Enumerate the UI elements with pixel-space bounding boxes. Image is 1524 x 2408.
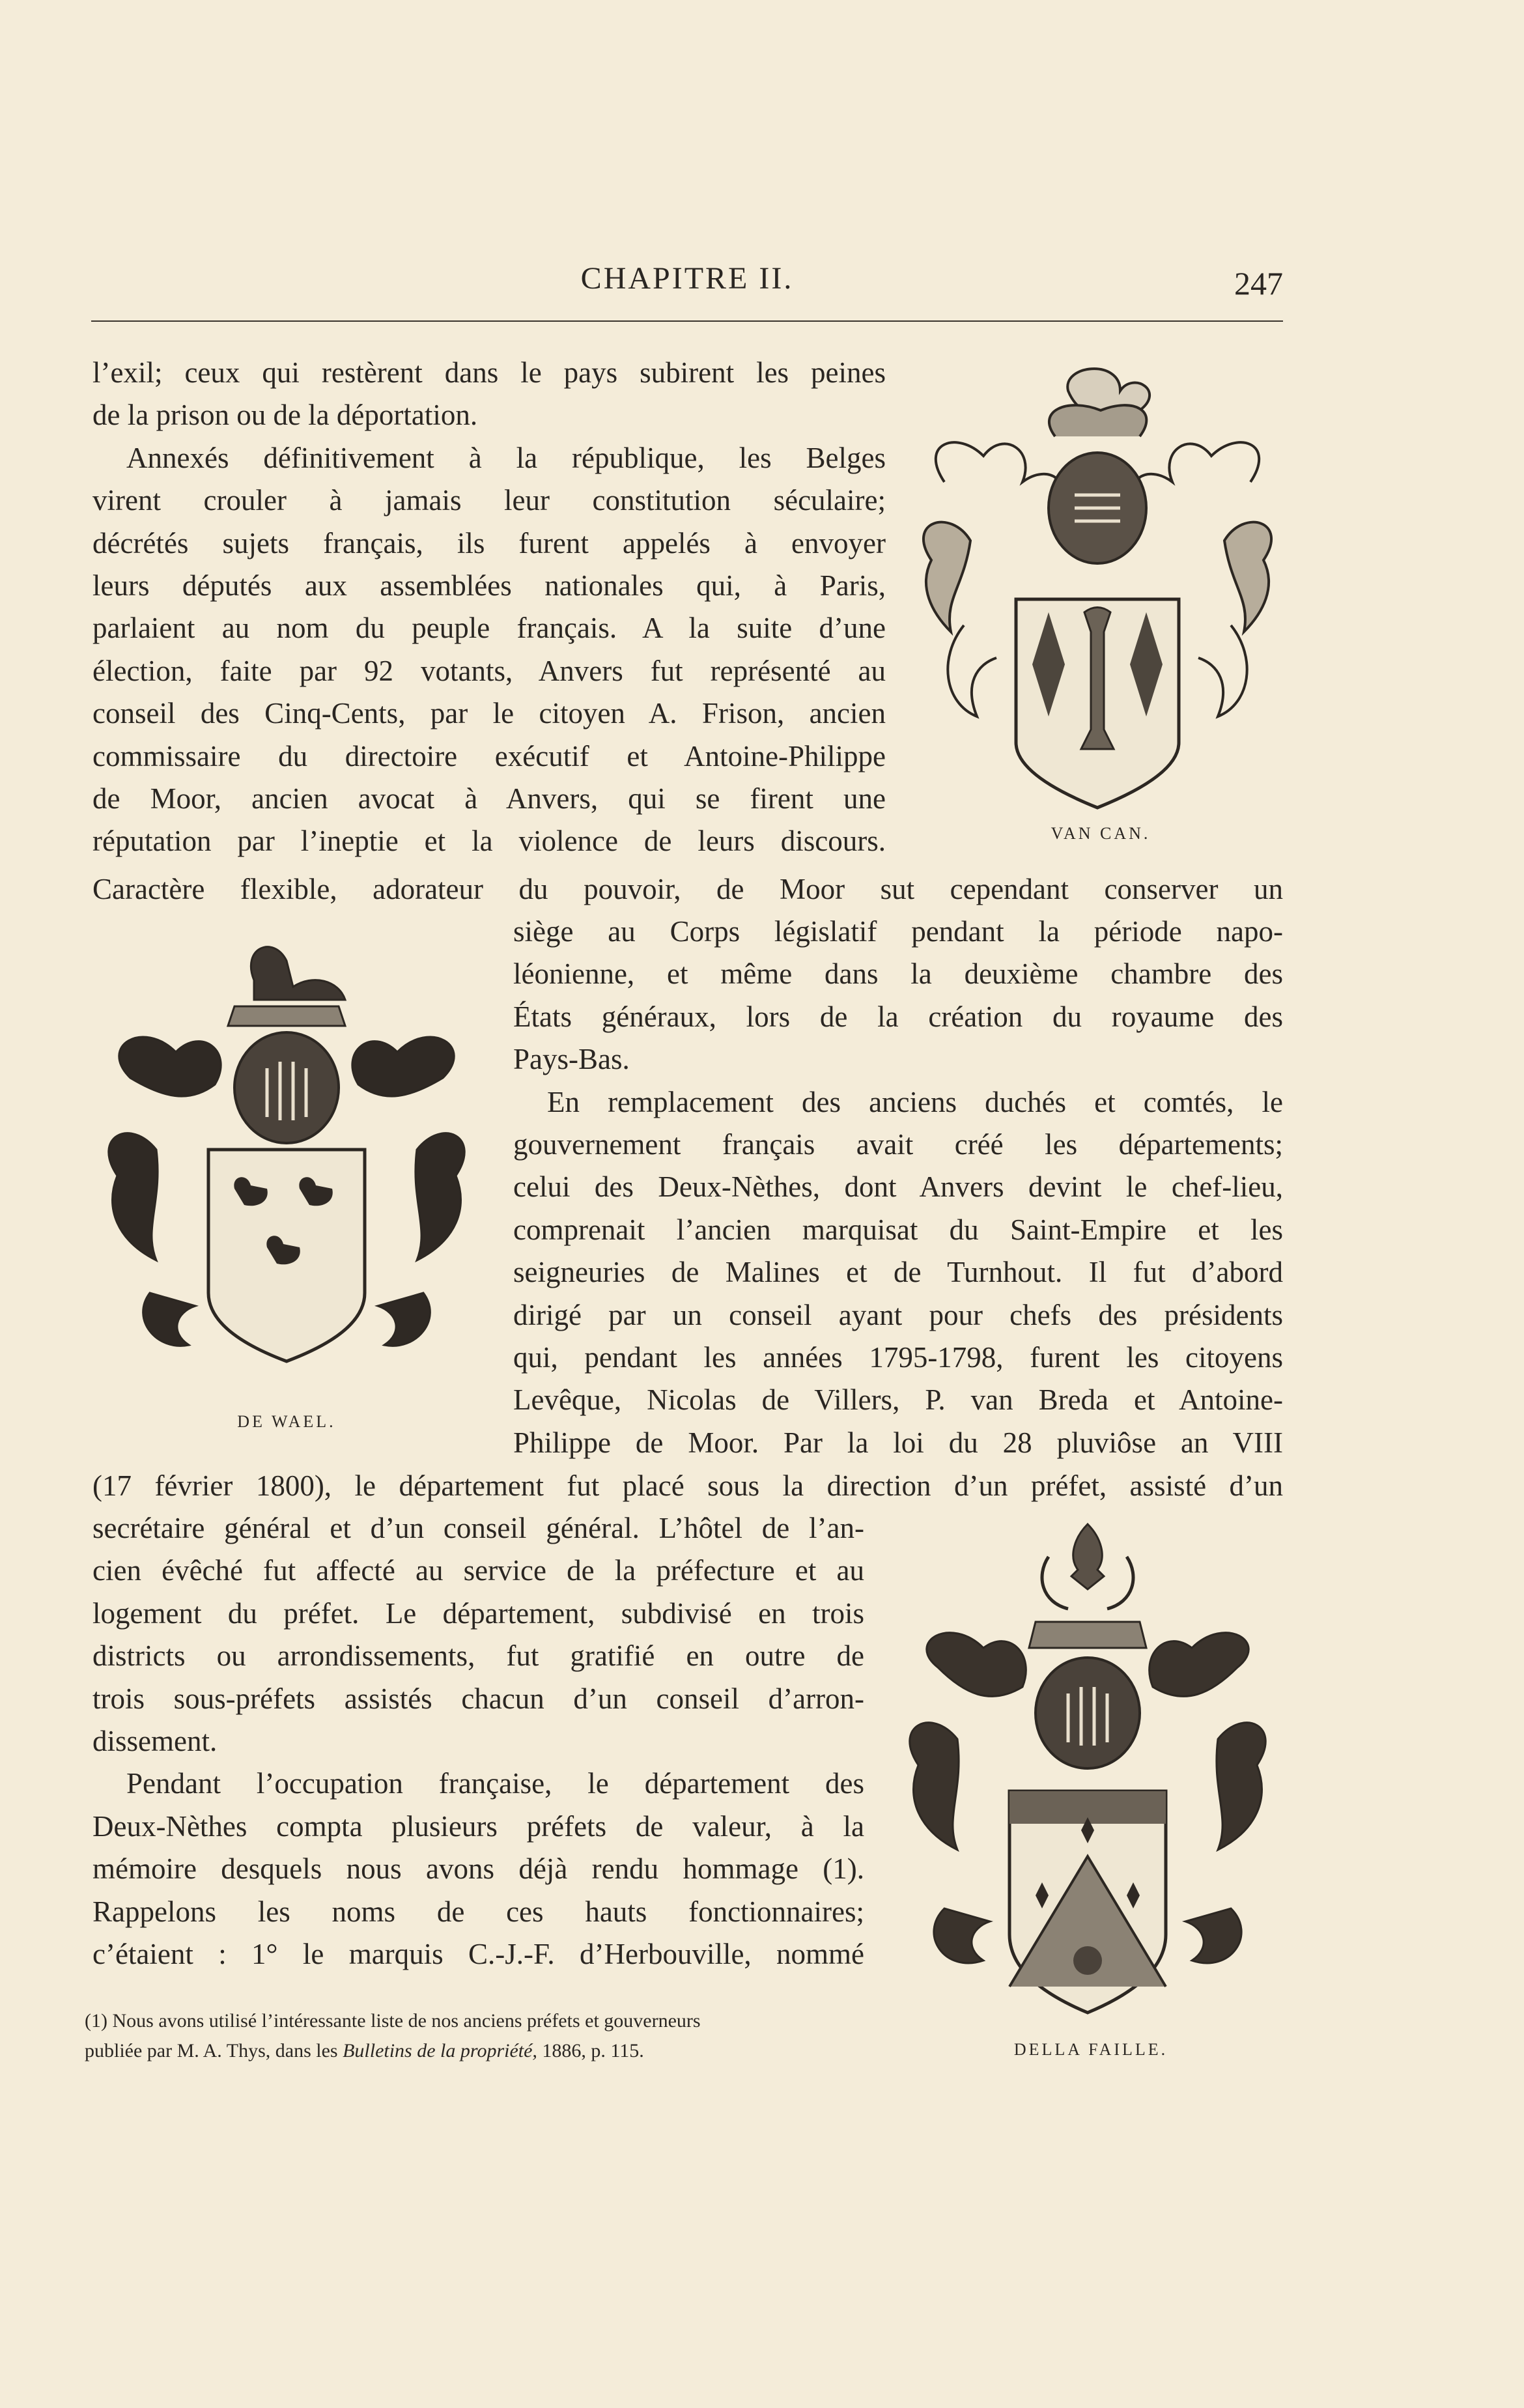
coat-of-arms-de-wael xyxy=(91,928,482,1384)
text-line: parlaient au nom du peuple français. A la suite d’une xyxy=(92,612,886,645)
header-rule xyxy=(91,320,1283,322)
text-line: cien évêché fut affecté au service de la préfecture et au xyxy=(92,1554,864,1587)
text-line: Levêque, Nicolas de Villers, P. van Breda et Antoine- xyxy=(513,1383,1283,1417)
text-line: Deux-Nèthes compta plusieurs préfets de valeur, à la xyxy=(92,1809,864,1843)
footnote-text: publiée par M. A. Thys, dans les xyxy=(85,2040,343,2061)
caption-della-faille: DELLA FAILLE. xyxy=(1013,2040,1168,2059)
text-block-1 xyxy=(92,352,886,863)
text-line: districts ou arrondissements, fut gratifié en outre de xyxy=(92,1639,864,1673)
text-line: Rappelons les noms de ces hauts fonctionnaires; xyxy=(92,1895,864,1928)
caption-van-can: VAN CAN. xyxy=(1051,824,1151,843)
text-line: réputation par l’ineptie et la violence de leurs discours. xyxy=(92,825,886,858)
text-fullwidth-2 xyxy=(92,1465,1283,1507)
text-line: dissement. xyxy=(92,1725,218,1758)
coat-of-arms-della-faille xyxy=(892,1518,1283,2032)
footnote-line-2 xyxy=(85,2036,866,2066)
van-can-crest-icon xyxy=(905,352,1290,821)
text-line: l’exil; ceux qui restèrent dans le pays subirent les peines xyxy=(92,356,886,389)
text-line: Caractère flexible, adorateur du pouvoir, de Moor sut cependant conserver un xyxy=(92,873,1283,905)
footnote-citation-page: 1886, p. 115. xyxy=(537,2040,644,2061)
text-line: conseil des Cinq-Cents, par le citoyen A. Frison, ancien xyxy=(92,697,886,730)
text-line: (17 février 1800), le département fut placé sous la direction d’un préfet, assisté d’un xyxy=(92,1469,1283,1502)
text-line: seigneuries de Malines et de Turnhout. Il fut d’abord xyxy=(513,1256,1283,1289)
text-line: commissaire du directoire exécutif et Antoine-Philippe xyxy=(92,739,886,772)
text-line: comprenait l’ancien marquisat du Saint-Empire et les xyxy=(513,1213,1283,1246)
text-line: États généraux, lors de la création du royaume des xyxy=(513,1000,1283,1033)
text-line: gouvernement français avait créé les départements; xyxy=(513,1128,1283,1161)
text-block-3 xyxy=(92,1507,864,1976)
text-line: de Moor, ancien avocat à Anvers, qui se firent une xyxy=(92,782,886,815)
text-line: logement du préfet. Le département, subdivisé en trois xyxy=(92,1596,864,1630)
text-line: virent crouler à jamais leur constitution séculaire; xyxy=(92,484,886,517)
text-line: secrétaire général et d’un conseil général. L’hôtel de l’an- xyxy=(92,1512,864,1544)
footnote-line-1: (1) Nous avons utilisé l’intéressante liste de nos anciens préfets et gouverneurs xyxy=(85,2010,701,2032)
text-line: Philippe de Moor. Par la loi du 28 pluviôse an VIII xyxy=(513,1426,1283,1459)
text-line: qui, pendant les années 1795-1798, furent les citoyens xyxy=(513,1341,1283,1374)
caption-de-wael: DE WAEL. xyxy=(237,1412,336,1431)
text-line: de la prison ou de la déportation. xyxy=(92,399,478,432)
running-header xyxy=(91,261,1283,306)
text-line: mémoire desquels nous avons déjà rendu hommage (1). xyxy=(92,1852,864,1886)
footnote-citation-title: Bulletins de la propriété, xyxy=(343,2040,537,2061)
chapter-title: CHAPITRE II. xyxy=(580,261,794,296)
de-wael-crest-icon xyxy=(91,928,482,1384)
della-faille-crest-icon xyxy=(892,1518,1283,2032)
text-line: Pendant l’occupation française, le département des xyxy=(126,1767,864,1800)
text-line: celui des Deux-Nèthes, dont Anvers devint le chef-lieu, xyxy=(513,1170,1283,1204)
page-number: 247 xyxy=(1234,265,1283,302)
text-line: léonienne, et même dans la deuxième chambre des xyxy=(513,957,1283,991)
text-line: siège au Corps législatif pendant la période napo- xyxy=(513,915,1283,948)
text-block-2 xyxy=(513,911,1283,1464)
text-fullwidth-1 xyxy=(92,868,1283,911)
coat-of-arms-van-can xyxy=(905,352,1290,821)
text-line: leurs députés aux assemblées nationales qui, à Paris, xyxy=(92,569,886,602)
text-line: décrétés sujets français, ils furent appelés à envoyer xyxy=(92,526,886,560)
text-line: c’étaient : 1° le marquis C.-J.-F. d’Herbouville, nommé xyxy=(92,1938,864,1971)
text-line: élection, faite par 92 votants, Anvers fut représenté au xyxy=(92,654,886,687)
text-line: Pays-Bas. xyxy=(513,1043,630,1076)
text-line: trois sous-préfets assistés chacun d’un conseil d’arron- xyxy=(92,1682,864,1715)
text-line: Annexés définitivement à la république, les Belges xyxy=(126,441,886,474)
footnote xyxy=(85,2006,866,2066)
text-line: dirigé par un conseil ayant pour chefs des présidents xyxy=(513,1298,1283,1331)
text-line: En remplacement des anciens duchés et comtés, le xyxy=(547,1085,1283,1118)
